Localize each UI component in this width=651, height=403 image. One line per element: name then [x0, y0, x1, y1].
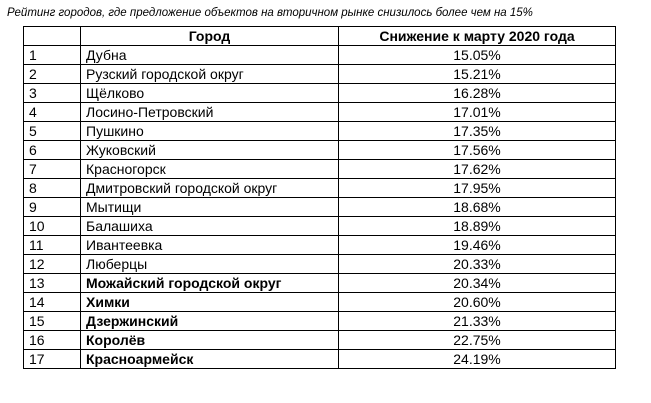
decline-cell: 17.95%	[339, 179, 616, 198]
decline-cell: 21.33%	[339, 312, 616, 331]
city-cell: Королёв	[81, 331, 339, 350]
rank-cell: 7	[24, 160, 81, 179]
rank-cell: 11	[24, 236, 81, 255]
rank-cell: 5	[24, 122, 81, 141]
rank-cell: 17	[24, 350, 81, 369]
header-city: Город	[81, 27, 339, 46]
rank-cell: 6	[24, 141, 81, 160]
rank-cell: 15	[24, 312, 81, 331]
rank-cell: 16	[24, 331, 81, 350]
rank-cell: 9	[24, 198, 81, 217]
decline-cell: 17.56%	[339, 141, 616, 160]
decline-cell: 17.01%	[339, 103, 616, 122]
decline-cell: 20.60%	[339, 293, 616, 312]
decline-cell: 15.05%	[339, 46, 616, 65]
city-cell: Химки	[81, 293, 339, 312]
table-row	[24, 312, 616, 331]
rank-cell: 3	[24, 84, 81, 103]
decline-cell: 22.75%	[339, 331, 616, 350]
decline-cell: 17.35%	[339, 122, 616, 141]
table-row	[24, 198, 616, 217]
city-cell: Лосино-Петровский	[81, 103, 339, 122]
decline-cell: 20.34%	[339, 274, 616, 293]
table-row	[24, 65, 616, 84]
header-decline: Снижение к марту 2020 года	[339, 27, 616, 46]
table-row	[24, 236, 616, 255]
table-row	[24, 274, 616, 293]
decline-cell: 20.33%	[339, 255, 616, 274]
decline-cell: 18.89%	[339, 217, 616, 236]
city-ranking-table	[23, 26, 616, 369]
rank-cell: 10	[24, 217, 81, 236]
city-cell: Ивантеевка	[81, 236, 339, 255]
decline-cell: 15.21%	[339, 65, 616, 84]
city-cell: Пушкино	[81, 122, 339, 141]
table-row	[24, 160, 616, 179]
city-cell: Мытищи	[81, 198, 339, 217]
table-row	[24, 103, 616, 122]
city-cell: Рузский городской округ	[81, 65, 339, 84]
city-cell: Дзержинский	[81, 312, 339, 331]
table-caption: Рейтинг городов, где предложение объектов на вторичном рынке снизилось более чем на 15%	[7, 7, 533, 19]
table-row	[24, 46, 616, 65]
decline-cell: 17.62%	[339, 160, 616, 179]
decline-cell: 16.28%	[339, 84, 616, 103]
rank-cell: 4	[24, 103, 81, 122]
city-cell: Дмитровский городской округ	[81, 179, 339, 198]
table-row	[24, 293, 616, 312]
rank-cell: 1	[24, 46, 81, 65]
rank-cell: 8	[24, 179, 81, 198]
table-row	[24, 331, 616, 350]
city-cell: Жуковский	[81, 141, 339, 160]
rank-cell: 2	[24, 65, 81, 84]
table-row	[24, 217, 616, 236]
decline-cell: 19.46%	[339, 236, 616, 255]
city-cell: Красногорск	[81, 160, 339, 179]
city-cell: Красноармейск	[81, 350, 339, 369]
rank-cell: 14	[24, 293, 81, 312]
city-cell: Щёлково	[81, 84, 339, 103]
table-row	[24, 255, 616, 274]
header-rank	[24, 27, 81, 46]
city-cell: Можайский городской округ	[81, 274, 339, 293]
city-cell: Дубна	[81, 46, 339, 65]
city-cell: Балашиха	[81, 217, 339, 236]
table-body	[24, 46, 616, 369]
table-row	[24, 179, 616, 198]
table-row	[24, 350, 616, 369]
decline-cell: 24.19%	[339, 350, 616, 369]
decline-cell: 18.68%	[339, 198, 616, 217]
table-header-row	[24, 27, 616, 46]
rank-cell: 13	[24, 274, 81, 293]
rank-cell: 12	[24, 255, 81, 274]
city-cell: Люберцы	[81, 255, 339, 274]
table-row	[24, 122, 616, 141]
table-row	[24, 141, 616, 160]
table-row	[24, 84, 616, 103]
